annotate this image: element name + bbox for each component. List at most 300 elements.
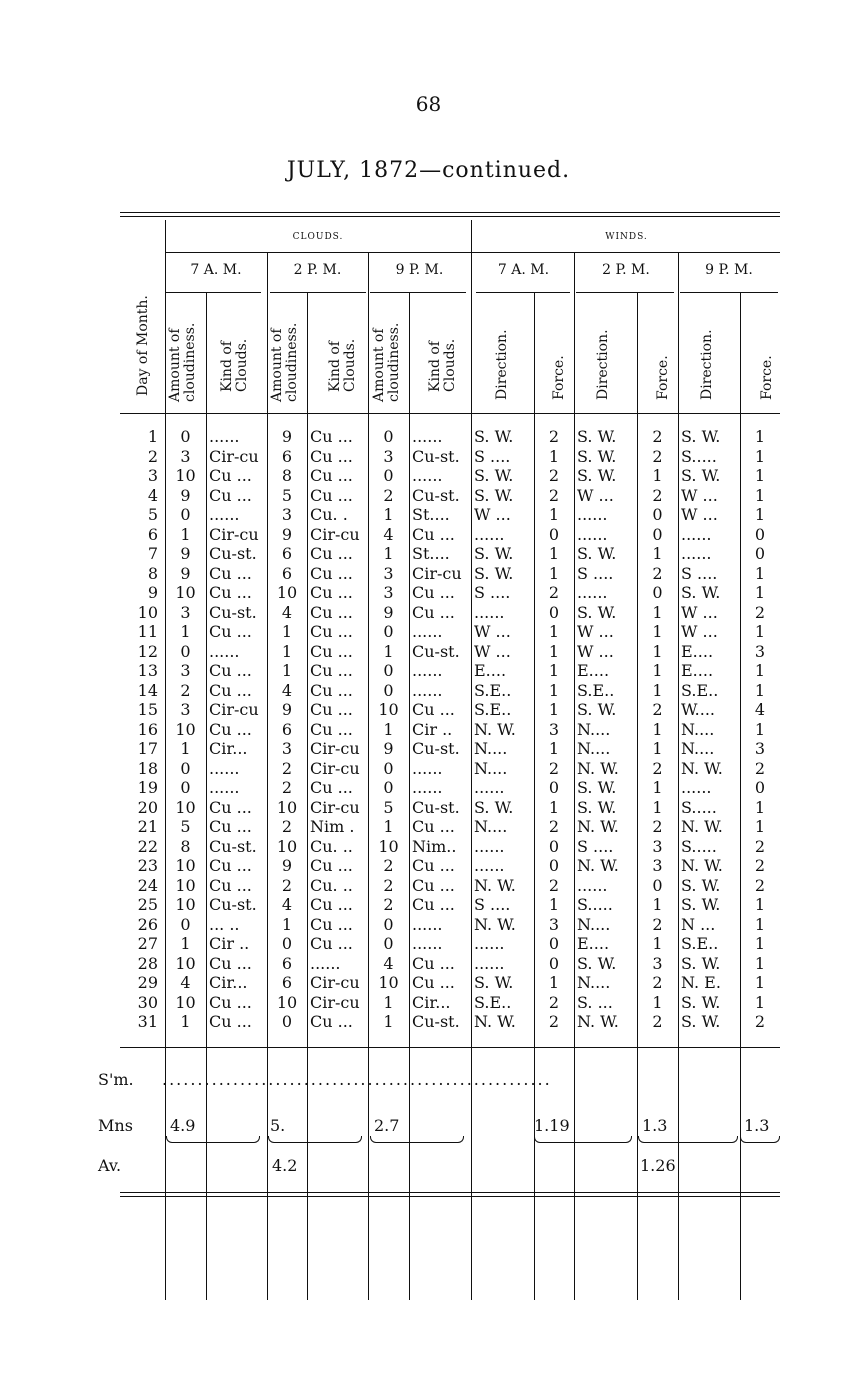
cell-amount-7am: 10: [175, 895, 196, 914]
cell-amount-2pm: 9: [281, 427, 293, 446]
cell-amount-7am: 0: [180, 778, 191, 797]
sums-dots: .......................................................: [162, 1070, 552, 1089]
cell-direction-2pm: ......: [577, 583, 608, 602]
cell-force-2pm: 2: [652, 914, 663, 934]
cell-amount-2pm: 0: [281, 934, 293, 953]
cell-force-2pm: 2: [652, 973, 663, 992]
cell-amount-2pm: 8: [281, 466, 293, 485]
cell-kind-7am: Cu ...: [209, 992, 252, 1012]
cell-direction-9pm: N....: [681, 739, 715, 758]
cell-direction-7am: ......: [474, 524, 505, 544]
cell-kind-7am: Cu ...: [209, 817, 252, 836]
cell-kind-2pm: Cu. ..: [310, 875, 353, 895]
cell-amount-7am: 2: [180, 680, 191, 700]
cell-direction-7am: S.E..: [474, 700, 512, 719]
cell-force-2pm: 2: [652, 817, 663, 836]
cell-force-9pm: 3: [754, 739, 766, 758]
cell-day: 9: [147, 583, 158, 602]
cell-force-2pm: 2: [652, 485, 663, 505]
cell-kind-7am: Cir-cu: [209, 700, 259, 719]
cell-force-7am: 0: [548, 856, 560, 875]
cell-direction-7am: E....: [474, 661, 507, 680]
cell-force-9pm: 0: [754, 544, 766, 563]
amount-7am-header: Amount of cloudiness.: [167, 322, 198, 402]
cell-amount-2pm: 3: [281, 505, 293, 524]
cell-direction-2pm: S. W.: [577, 446, 617, 466]
cell-kind-9pm: Cu-st.: [412, 797, 460, 817]
cell-day: 13: [137, 661, 158, 680]
cell-kind-9pm: Cu ...: [412, 875, 455, 895]
cell-direction-2pm: S. W.: [577, 797, 617, 817]
cell-direction-7am: S. W.: [474, 466, 514, 485]
cell-kind-2pm: Cu ...: [310, 680, 353, 700]
cell-amount-9pm: 0: [383, 778, 394, 797]
cell-direction-2pm: N. W.: [577, 856, 619, 875]
cell-direction-7am: N. W.: [474, 875, 516, 895]
cell-kind-9pm: Cu ...: [412, 602, 455, 622]
cell-amount-9pm: 9: [383, 602, 394, 622]
top-rule-inner: [120, 216, 780, 217]
cell-amount-9pm: 4: [383, 953, 394, 973]
cell-kind-7am: Cu ...: [209, 583, 252, 602]
cell-amount-9pm: 2: [383, 856, 394, 875]
cell-force-7am: 0: [548, 778, 560, 797]
cell-kind-9pm: ......: [412, 758, 443, 778]
cell-amount-9pm: 0: [383, 680, 394, 700]
brace-amount-2: [268, 1136, 362, 1143]
avg-force: 1.26: [640, 1156, 676, 1175]
cell-force-9pm: 2: [754, 602, 766, 622]
clouds-7am-header: 7 A. M.: [190, 262, 242, 278]
cell-direction-9pm: ......: [681, 524, 712, 544]
cell-kind-9pm: Cu-st.: [412, 485, 460, 505]
cell-amount-7am: 3: [180, 602, 191, 622]
kind-9pm-header: Kind of Clouds.: [427, 338, 458, 392]
subheader-rule-4: [476, 292, 570, 293]
cell-force-9pm: 0: [754, 524, 766, 544]
cell-force-7am: 2: [548, 875, 560, 895]
footer-top-rule: [120, 1047, 780, 1048]
cell-amount-2pm: 9: [281, 524, 293, 544]
cell-kind-7am: ......: [209, 427, 240, 446]
cell-amount-2pm: 1: [281, 661, 293, 680]
cell-day: 7: [147, 544, 158, 563]
cell-amount-7am: 0: [180, 758, 191, 778]
cell-force-7am: 2: [548, 1012, 560, 1031]
subheader-rule-6: [680, 292, 778, 293]
cell-force-2pm: 2: [652, 563, 663, 583]
cell-day: 20: [137, 797, 158, 817]
cell-amount-7am: 10: [175, 992, 196, 1012]
cell-direction-7am: W ...: [474, 641, 511, 661]
cell-force-7am: 3: [548, 914, 560, 934]
cell-force-9pm: 2: [754, 856, 766, 875]
cell-force-2pm: 3: [652, 953, 663, 973]
cell-kind-2pm: Cir-cu: [310, 973, 360, 992]
cell-day: 25: [137, 895, 158, 914]
cell-day: 6: [147, 524, 158, 544]
cell-direction-7am: S ....: [474, 446, 511, 466]
cell-force-9pm: 1: [754, 466, 766, 485]
cell-force-7am: 2: [548, 758, 560, 778]
cell-kind-9pm: Cu ...: [412, 524, 455, 544]
cell-kind-9pm: Cu ...: [412, 895, 455, 914]
cell-direction-7am: N....: [474, 758, 508, 778]
cell-amount-9pm: 10: [378, 700, 399, 719]
cell-direction-2pm: S.E..: [577, 680, 615, 700]
cell-kind-7am: Cu ...: [209, 719, 252, 739]
cell-kind-7am: Cir...: [209, 739, 248, 758]
cell-direction-7am: W ...: [474, 505, 511, 524]
cell-amount-2pm: 1: [281, 641, 293, 661]
cell-force-7am: 2: [548, 817, 560, 836]
cell-kind-7am: Cu-st.: [209, 895, 257, 914]
cell-kind-9pm: Cu ...: [412, 973, 455, 992]
cell-direction-2pm: ......: [577, 505, 608, 524]
cell-kind-9pm: Cu-st.: [412, 739, 460, 758]
cell-amount-2pm: 1: [281, 914, 293, 934]
cell-kind-9pm: Cu ...: [412, 817, 455, 836]
cell-amount-2pm: 2: [281, 875, 293, 895]
brace-force-3: [740, 1136, 780, 1143]
cell-kind-7am: ... ..: [209, 914, 240, 934]
cell-direction-2pm: N. W.: [577, 817, 619, 836]
subheader-rule-3: [370, 292, 466, 293]
cell-kind-9pm: ......: [412, 427, 443, 446]
cell-direction-7am: S. W.: [474, 485, 514, 505]
cell-force-2pm: 0: [652, 583, 663, 602]
cell-force-7am: 3: [548, 719, 560, 739]
cell-force-9pm: 1: [754, 797, 766, 817]
cell-force-7am: 0: [548, 953, 560, 973]
cell-amount-9pm: 3: [383, 446, 394, 466]
cell-kind-7am: Cir-cu: [209, 524, 259, 544]
cell-direction-2pm: ......: [577, 524, 608, 544]
cell-kind-9pm: St....: [412, 505, 450, 524]
cell-force-2pm: 1: [652, 992, 663, 1012]
cell-amount-7am: 9: [180, 563, 191, 583]
cell-kind-2pm: Cu ...: [310, 622, 353, 641]
cell-force-2pm: 2: [652, 446, 663, 466]
avg-label: Av.: [98, 1156, 122, 1175]
cell-direction-7am: ......: [474, 778, 505, 797]
cell-kind-2pm: ......: [310, 953, 341, 973]
cell-amount-9pm: 0: [383, 661, 394, 680]
avg-amount: 4.2: [272, 1156, 298, 1175]
cell-direction-9pm: S. W.: [681, 583, 721, 602]
cell-force-2pm: 1: [652, 778, 663, 797]
cell-force-7am: 1: [548, 700, 560, 719]
cell-force-9pm: 1: [754, 583, 766, 602]
cell-direction-2pm: S ....: [577, 563, 614, 583]
bottom-rule: [120, 1192, 780, 1193]
kind-7am-header: Kind of Clouds.: [219, 338, 250, 392]
cell-direction-7am: ......: [474, 856, 505, 875]
cell-amount-7am: 3: [180, 700, 191, 719]
cell-day: 1: [147, 427, 158, 446]
cell-amount-7am: 0: [180, 641, 191, 661]
cell-direction-2pm: S.....: [577, 895, 613, 914]
cell-day: 4: [147, 485, 158, 505]
cell-force-2pm: 2: [652, 427, 663, 446]
mean-7am-force: 1.19: [534, 1116, 570, 1135]
cell-direction-9pm: S. W.: [681, 875, 721, 895]
cell-force-9pm: 2: [754, 836, 766, 856]
cell-amount-7am: 3: [180, 446, 191, 466]
cell-force-9pm: 2: [754, 875, 766, 895]
cell-direction-2pm: N....: [577, 719, 611, 739]
cell-kind-2pm: Cu ...: [310, 544, 353, 563]
cell-direction-9pm: N. E.: [681, 973, 721, 992]
direction-2pm-header: Direction.: [595, 329, 611, 400]
cell-direction-7am: S ....: [474, 583, 511, 602]
cell-kind-9pm: St....: [412, 544, 450, 563]
cell-force-9pm: 1: [754, 992, 766, 1012]
cell-direction-7am: S. W.: [474, 544, 514, 563]
cell-amount-2pm: 6: [281, 973, 293, 992]
cell-kind-2pm: Cu ...: [310, 914, 353, 934]
cell-direction-7am: S. W.: [474, 973, 514, 992]
cell-amount-9pm: 1: [383, 1012, 394, 1031]
cell-force-7am: 1: [548, 622, 560, 641]
cell-force-2pm: 1: [652, 466, 663, 485]
mean-2pm-force: 1.3: [642, 1116, 668, 1135]
cell-direction-9pm: W ...: [681, 602, 718, 622]
cell-kind-2pm: Cu ...: [310, 778, 353, 797]
cell-amount-2pm: 10: [276, 797, 298, 817]
cell-amount-9pm: 0: [383, 622, 394, 641]
cell-day: 26: [137, 914, 158, 934]
cell-force-9pm: 1: [754, 661, 766, 680]
cell-kind-7am: Cu ...: [209, 875, 252, 895]
cell-force-2pm: 1: [652, 622, 663, 641]
cell-amount-9pm: 2: [383, 485, 394, 505]
cell-amount-9pm: 5: [383, 797, 394, 817]
cell-day: 15: [137, 700, 158, 719]
cell-amount-7am: 10: [175, 719, 196, 739]
cell-amount-9pm: 1: [383, 719, 394, 739]
cell-kind-9pm: ......: [412, 680, 443, 700]
cell-direction-9pm: S.....: [681, 446, 717, 466]
force-9pm-header: Force.: [759, 355, 775, 400]
cell-direction-2pm: E....: [577, 934, 610, 953]
cell-direction-9pm: N. W.: [681, 817, 723, 836]
cell-amount-9pm: 4: [383, 524, 394, 544]
cell-kind-2pm: Cu ...: [310, 427, 353, 446]
group-header-rule: [165, 252, 780, 253]
cell-amount-9pm: 2: [383, 875, 394, 895]
cell-day: 3: [147, 466, 158, 485]
cell-kind-2pm: Nim .: [310, 817, 355, 836]
cell-force-7am: 0: [548, 602, 560, 622]
cell-day: 24: [137, 875, 158, 895]
cell-direction-2pm: S. W.: [577, 700, 617, 719]
cell-day: 5: [147, 505, 158, 524]
cell-kind-2pm: Cu ...: [310, 641, 353, 661]
cell-kind-7am: Cu ...: [209, 953, 252, 973]
cell-force-7am: 2: [548, 992, 560, 1012]
cell-force-7am: 1: [548, 661, 560, 680]
cell-amount-2pm: 10: [276, 583, 298, 602]
cell-amount-7am: 10: [175, 875, 196, 895]
cell-kind-9pm: Cu ...: [412, 583, 455, 602]
cell-amount-7am: 1: [180, 524, 191, 544]
cell-amount-7am: 3: [180, 661, 191, 680]
header-bottom-rule: [120, 413, 780, 414]
cell-direction-2pm: S. ...: [577, 992, 613, 1012]
cell-direction-9pm: S ....: [681, 563, 718, 583]
cell-day: 27: [137, 934, 158, 953]
cell-kind-2pm: Cu ...: [310, 895, 353, 914]
cell-day: 12: [137, 641, 158, 661]
cell-direction-2pm: S ....: [577, 836, 614, 856]
winds-7am-header: 7 A. M.: [497, 262, 550, 278]
cell-amount-2pm: 9: [281, 700, 293, 719]
cell-direction-7am: S ....: [474, 895, 511, 914]
brace-amount-3: [370, 1136, 464, 1143]
cell-force-2pm: 1: [652, 641, 663, 661]
cell-direction-9pm: W ...: [681, 622, 718, 641]
cell-kind-2pm: Cir-cu: [310, 992, 360, 1012]
cell-force-2pm: 0: [652, 505, 663, 524]
cell-amount-7am: 5: [180, 817, 191, 836]
cell-amount-7am: 1: [180, 622, 191, 641]
cell-force-2pm: 1: [652, 680, 663, 700]
cell-kind-9pm: ......: [412, 661, 443, 680]
cell-direction-2pm: S. W.: [577, 466, 617, 485]
cell-direction-9pm: S.E..: [681, 680, 719, 700]
kind-2pm-header: Kind of Clouds.: [327, 338, 358, 392]
cell-force-2pm: 2: [652, 1012, 663, 1031]
cell-kind-2pm: Cu ...: [310, 583, 353, 602]
cell-kind-2pm: Cir-cu: [310, 739, 360, 758]
cell-kind-7am: Cu ...: [209, 680, 252, 700]
cell-kind-9pm: Cu-st.: [412, 446, 460, 466]
cell-amount-2pm: 6: [281, 544, 293, 563]
cell-amount-7am: 4: [180, 973, 191, 992]
clouds-9pm-header: 9 P. M.: [395, 262, 444, 278]
mean-9pm-amount: 2.7: [374, 1116, 400, 1135]
cell-amount-2pm: 2: [281, 758, 293, 778]
cell-amount-9pm: 1: [383, 817, 394, 836]
cell-direction-9pm: S. W.: [681, 895, 721, 914]
cell-kind-9pm: Cir ..: [412, 719, 453, 739]
cell-day: 8: [147, 563, 158, 583]
cell-day: 31: [137, 1012, 158, 1031]
cell-amount-9pm: 1: [383, 641, 394, 661]
cell-kind-7am: Cu ...: [209, 797, 252, 817]
cell-force-9pm: 1: [754, 446, 766, 466]
cell-direction-2pm: N. W.: [577, 758, 619, 778]
cell-force-9pm: 1: [754, 427, 766, 446]
cell-kind-2pm: Cir-cu: [310, 758, 360, 778]
cell-force-9pm: 1: [754, 895, 766, 914]
winds-header: WINDS.: [605, 232, 648, 242]
cell-kind-7am: Cu-st.: [209, 836, 257, 856]
cell-direction-2pm: N....: [577, 973, 611, 992]
cell-kind-9pm: ......: [412, 622, 443, 641]
cell-force-7am: 2: [548, 466, 560, 485]
cell-amount-2pm: 6: [281, 563, 293, 583]
cell-amount-7am: 0: [180, 427, 191, 446]
cell-amount-7am: 10: [175, 953, 196, 973]
cell-amount-9pm: 3: [383, 563, 394, 583]
cell-amount-7am: 0: [180, 914, 191, 934]
cell-force-7am: 1: [548, 505, 560, 524]
cell-direction-9pm: S. W.: [681, 427, 721, 446]
cell-direction-9pm: S. W.: [681, 992, 721, 1012]
cell-force-9pm: 1: [754, 973, 766, 992]
cell-direction-7am: ......: [474, 602, 505, 622]
cell-force-2pm: 1: [652, 895, 663, 914]
cell-day: 2: [147, 446, 158, 466]
cell-force-2pm: 1: [652, 719, 663, 739]
cell-direction-9pm: S. W.: [681, 953, 721, 973]
cell-direction-2pm: N....: [577, 914, 611, 934]
cell-amount-9pm: 0: [383, 914, 394, 934]
page-number: 68: [415, 92, 442, 116]
cell-kind-7am: Cu ...: [209, 622, 252, 641]
cell-day: 23: [137, 856, 158, 875]
cell-kind-7am: Cir ..: [209, 934, 250, 953]
cell-force-9pm: 1: [754, 505, 766, 524]
cell-direction-9pm: W ...: [681, 485, 718, 505]
cell-kind-9pm: Cu ...: [412, 856, 455, 875]
cell-kind-2pm: Cu ...: [310, 719, 353, 739]
cell-direction-7am: N....: [474, 817, 508, 836]
cell-kind-7am: Cu ...: [209, 661, 252, 680]
cell-force-2pm: 2: [652, 758, 663, 778]
cell-amount-2pm: 10: [276, 836, 298, 856]
cell-force-2pm: 1: [652, 797, 663, 817]
cell-day: 29: [137, 973, 158, 992]
top-rule: [120, 212, 780, 213]
cell-day: 22: [137, 836, 158, 856]
amount-9pm-header: Amount of cloudiness.: [371, 322, 402, 402]
cell-force-7am: 1: [548, 895, 560, 914]
cell-kind-7am: Cir...: [209, 973, 248, 992]
cell-direction-9pm: N. W.: [681, 758, 723, 778]
mean-9pm-force: 1.3: [744, 1116, 770, 1135]
cell-amount-9pm: 2: [383, 895, 394, 914]
cell-force-9pm: 1: [754, 953, 766, 973]
cell-day: 30: [137, 992, 158, 1012]
amount-2pm-header: Amount of cloudiness.: [269, 322, 300, 402]
cell-amount-2pm: 1: [281, 622, 293, 641]
cell-force-7am: 1: [548, 973, 560, 992]
cell-direction-2pm: ......: [577, 875, 608, 895]
cell-kind-9pm: Cu-st.: [412, 641, 460, 661]
cell-amount-2pm: 4: [281, 602, 293, 622]
cell-direction-7am: ......: [474, 953, 505, 973]
cell-direction-7am: S. W.: [474, 427, 514, 446]
mean-2pm-amount: 5.: [270, 1116, 286, 1135]
cell-direction-9pm: S.E..: [681, 934, 719, 953]
cell-kind-7am: ......: [209, 505, 240, 524]
cell-kind-2pm: Cu ...: [310, 602, 353, 622]
cell-amount-7am: 8: [180, 836, 191, 856]
cell-amount-7am: 0: [180, 505, 191, 524]
cell-amount-7am: 10: [175, 583, 196, 602]
cell-force-9pm: 1: [754, 934, 766, 953]
cell-amount-9pm: 10: [378, 836, 399, 856]
cell-kind-2pm: Cir-cu: [310, 797, 360, 817]
brace-force-1: [534, 1136, 632, 1143]
cell-kind-2pm: Cu ...: [310, 700, 353, 719]
cell-direction-9pm: N. W.: [681, 856, 723, 875]
cell-kind-9pm: ......: [412, 914, 443, 934]
cell-kind-9pm: Cu ...: [412, 953, 455, 973]
